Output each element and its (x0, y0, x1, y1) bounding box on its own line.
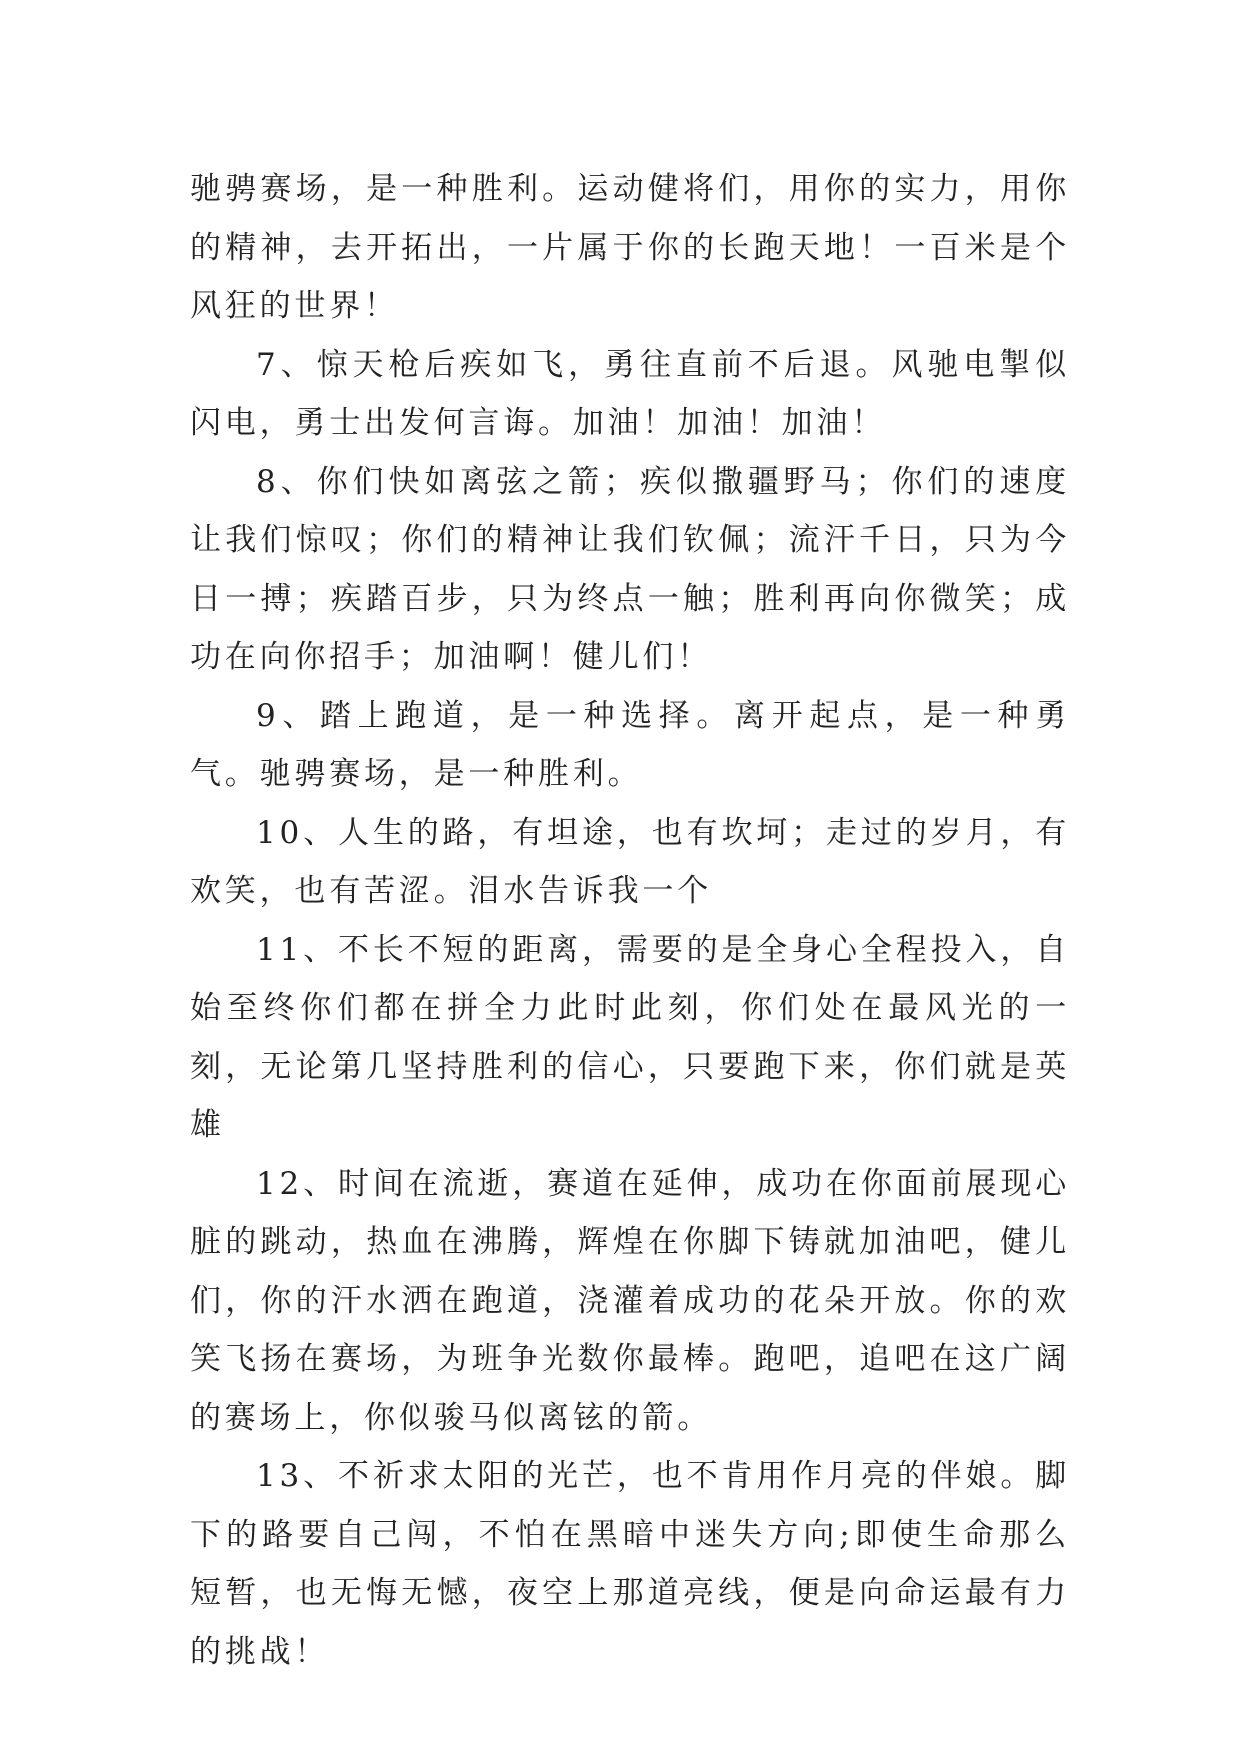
paragraph-1: 驰骋赛场，是一种胜利。运动健将们，用你的实力，用你的精神，去开拓出，一片属于你的长跑天地！一百米是个风狂的世界！ (190, 171, 1070, 324)
paragraph-6: 11、不长不短的距离，需要的是全身心全程投入，自始至终你们都在拼全力此时此刻，你们处在最风光的一刻，无论第几坚持胜利的信心，只要跑下来，你们就是英雄 (190, 931, 1070, 1143)
paragraph-3: 8、你们快如离弦之箭；疾似撒疆野马；你们的速度让我们惊叹；你们的精神让我们钦佩；流汗千日，只为今日一搏；疾踏百步，只为终点一触；胜利再向你微笑；成功在向你招手；加油啊！健儿们！ (190, 463, 1070, 675)
paragraph-4: 9、踏上跑道，是一种选择。离开起点，是一种勇气。驰骋赛场，是一种胜利。 (190, 697, 1070, 792)
paragraph-2: 7、惊天枪后疾如飞，勇往直前不后退。风驰电掣似闪电，勇士出发何言诲。加油！加油！加油！ (190, 346, 1070, 441)
paragraph-5: 10、人生的路，有坦途，也有坎坷；走过的岁月，有欢笑，也有苦涩。泪水告诉我一个 (190, 814, 1070, 909)
document-body (190, 160, 1070, 1681)
paragraph-8: 13、不祈求太阳的光芒，也不肯用作月亮的伴娘。脚下的路要自己闯，不怕在黑暗中迷失方向;即使生命那么短暂，也无悔无憾，夜空上那道亮线，便是向命运最有力的挑战！ (190, 1458, 1070, 1670)
paragraph-7: 12、时间在流逝，赛道在延伸，成功在你面前展现心脏的跳动，热血在沸腾，辉煌在你脚下铸就加油吧，健儿们，你的汗水洒在跑道，浇灌着成功的花朵开放。你的欢笑飞扬在赛场，为班争光数你最棒。跑吧，追吧在这广阔的赛场上，你似骏马似离铉的箭。 (190, 1165, 1070, 1436)
